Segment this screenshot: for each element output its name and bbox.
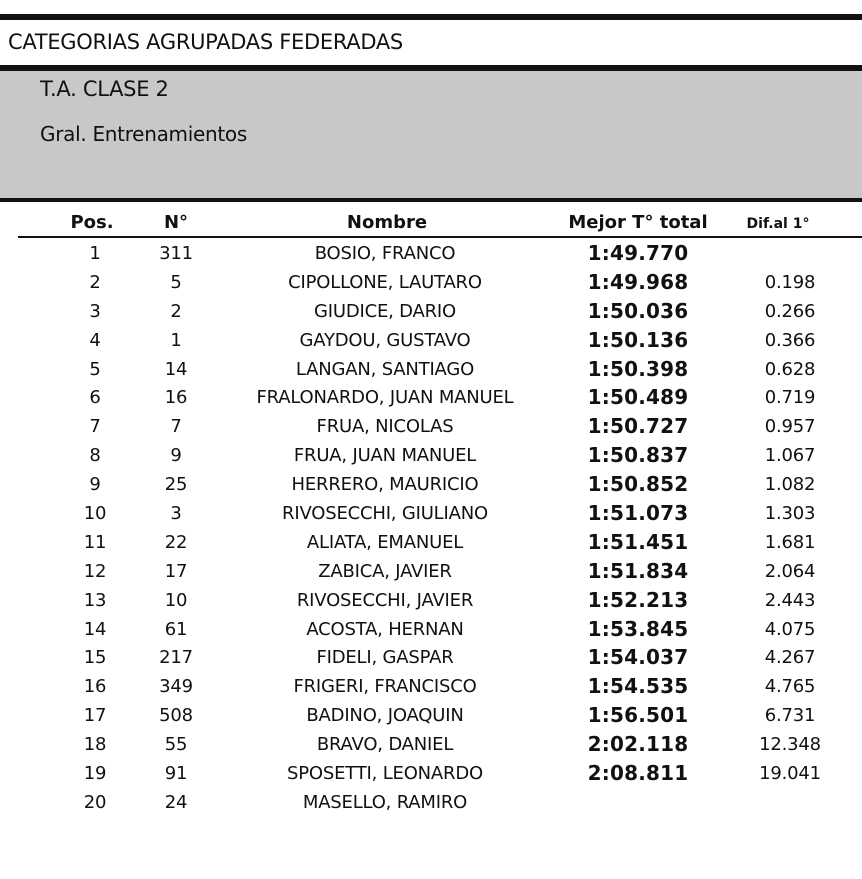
table-row — [0, 385, 862, 414]
header-difference: Dif.al 1° — [746, 216, 810, 232]
table-row — [0, 588, 862, 617]
cell-difference: 2.443 — [764, 589, 816, 611]
cell-number: 25 — [164, 474, 188, 496]
cell-position: 7 — [89, 416, 101, 438]
cell-driver-name: RIVOSECCHI, GIULIANO — [282, 503, 488, 525]
cell-difference: 0.719 — [764, 387, 816, 409]
cell-number: 349 — [159, 676, 193, 698]
header-number: N° — [163, 212, 189, 233]
cell-position: 11 — [83, 531, 107, 553]
cell-best-time: 2:02.118 — [587, 732, 689, 757]
cell-difference: 0.198 — [764, 271, 816, 293]
cell-best-time: 1:51.451 — [587, 529, 689, 554]
top-rule — [0, 14, 862, 20]
cell-number: 17 — [164, 560, 188, 582]
cell-best-time: 2:08.811 — [587, 761, 689, 786]
table-row — [0, 559, 862, 588]
cell-number: 7 — [170, 416, 182, 438]
cell-driver-name: SPOSETTI, LEONARDO — [287, 763, 483, 785]
table-row — [0, 270, 862, 299]
cell-number: 5 — [170, 271, 182, 293]
cell-number: 508 — [159, 705, 193, 727]
cell-position: 16 — [83, 676, 107, 698]
cell-driver-name: FRUA, NICOLAS — [316, 416, 454, 438]
cell-position: 12 — [83, 560, 107, 582]
cell-position: 3 — [89, 300, 101, 322]
table-row — [0, 501, 862, 530]
cell-number: 2 — [170, 300, 182, 322]
results-table-body — [0, 241, 862, 819]
cell-best-time: 1:54.037 — [587, 645, 689, 670]
cell-number: 22 — [164, 531, 188, 553]
cell-position: 14 — [83, 618, 107, 640]
table-row — [0, 414, 862, 443]
cell-position: 8 — [89, 445, 101, 467]
cell-driver-name: MASELLO, RAMIRO — [302, 791, 468, 813]
cell-difference: 4.267 — [764, 647, 816, 669]
table-row — [0, 241, 862, 270]
cell-difference: 0.628 — [764, 358, 816, 380]
cell-driver-name: BOSIO, FRANCO — [314, 243, 456, 264]
cell-difference: 4.765 — [764, 676, 816, 698]
cell-position: 19 — [83, 763, 107, 785]
cell-best-time: 1:51.834 — [587, 558, 689, 583]
cell-difference: 0.266 — [764, 300, 816, 322]
cell-best-time: 1:50.852 — [587, 472, 689, 497]
cell-best-time: 1:50.398 — [587, 356, 689, 381]
panel-divider — [0, 198, 862, 202]
cell-position: 13 — [83, 589, 107, 611]
table-row — [0, 645, 862, 674]
cell-best-time: 1:50.136 — [587, 327, 689, 352]
cell-number: 3 — [170, 503, 182, 525]
cell-driver-name: FIDELI, GASPAR — [316, 647, 454, 669]
cell-difference: 0.957 — [764, 416, 816, 438]
cell-number: 14 — [164, 358, 188, 380]
cell-best-time: 1:49.968 — [587, 269, 689, 294]
table-row — [0, 530, 862, 559]
cell-number: 55 — [164, 734, 188, 756]
cell-difference: 1.082 — [764, 474, 816, 496]
table-row — [0, 617, 862, 646]
cell-driver-name: LANGAN, SANTIAGO — [295, 358, 475, 380]
table-row — [0, 328, 862, 357]
table-row — [0, 674, 862, 703]
cell-best-time: 1:56.501 — [587, 703, 689, 728]
category-title: CATEGORIAS AGRUPADAS FEDERADAS — [8, 30, 403, 54]
cell-difference: 6.731 — [764, 705, 816, 727]
cell-difference: 1.681 — [764, 531, 816, 553]
cell-position: 17 — [83, 705, 107, 727]
results-table-header — [0, 212, 862, 236]
cell-driver-name: RIVOSECCHI, JAVIER — [296, 589, 474, 611]
table-row — [0, 790, 862, 819]
cell-number: 10 — [164, 589, 188, 611]
cell-best-time: 1:50.036 — [587, 298, 689, 323]
cell-best-time: 1:50.727 — [587, 414, 689, 439]
cell-position: 20 — [83, 791, 107, 813]
table-row — [0, 703, 862, 732]
header-divider — [18, 236, 862, 238]
cell-number: 16 — [164, 387, 188, 409]
table-row — [0, 299, 862, 328]
cell-best-time: 1:50.837 — [587, 443, 689, 468]
cell-position: 1 — [89, 243, 101, 264]
cell-driver-name: FRUA, JUAN MANUEL — [293, 445, 477, 467]
cell-difference: 1.303 — [764, 503, 816, 525]
cell-number: 91 — [164, 763, 188, 785]
cell-difference: 2.064 — [764, 560, 816, 582]
table-row — [0, 443, 862, 472]
cell-position: 2 — [89, 271, 101, 293]
cell-number: 61 — [164, 618, 188, 640]
cell-best-time: 1:53.845 — [587, 616, 689, 641]
header-position: Pos. — [70, 212, 114, 233]
cell-number: 311 — [159, 243, 193, 264]
cell-position: 15 — [83, 647, 107, 669]
cell-difference: 12.348 — [759, 734, 821, 756]
cell-driver-name: ZABICA, JAVIER — [318, 560, 452, 582]
cell-best-time: 1:51.073 — [587, 501, 689, 526]
cell-driver-name: GIUDICE, DARIO — [313, 300, 457, 322]
cell-position: 4 — [89, 329, 101, 351]
cell-difference: 0.366 — [764, 329, 816, 351]
cell-best-time: 1:52.213 — [587, 587, 689, 612]
cell-best-time: 1:50.489 — [587, 385, 689, 410]
cell-difference: 1.067 — [764, 445, 816, 467]
session-title: Gral. Entrenamientos — [40, 122, 247, 146]
cell-driver-name: GAYDOU, GUSTAVO — [299, 329, 471, 351]
cell-position: 5 — [89, 358, 101, 380]
cell-driver-name: BADINO, JOAQUIN — [306, 705, 464, 727]
cell-driver-name: FRIGERI, FRANCISCO — [293, 676, 477, 698]
table-row — [0, 761, 862, 790]
cell-number: 9 — [170, 445, 182, 467]
cell-driver-name: FRALONARDO, JUAN MANUEL — [256, 387, 514, 409]
cell-position: 10 — [83, 503, 107, 525]
cell-number: 217 — [159, 647, 193, 669]
cell-position: 9 — [89, 474, 101, 496]
cell-driver-name: ALIATA, EMANUEL — [306, 531, 464, 553]
cell-difference: 4.075 — [764, 618, 816, 640]
cell-position: 18 — [83, 734, 107, 756]
cell-driver-name: BRAVO, DANIEL — [316, 734, 454, 756]
cell-number: 1 — [170, 329, 182, 351]
table-row — [0, 357, 862, 386]
cell-position: 6 — [89, 387, 101, 409]
header-name: Nombre — [346, 212, 428, 233]
cell-difference: 19.041 — [759, 763, 821, 785]
cell-driver-name: HERRERO, MAURICIO — [291, 474, 479, 496]
cell-driver-name: ACOSTA, HERNAN — [306, 618, 464, 640]
cell-best-time: 1:54.535 — [587, 674, 689, 699]
header-best-time: Mejor T° total — [568, 212, 708, 233]
cell-number: 24 — [164, 791, 188, 813]
cell-best-time: 1:49.770 — [587, 241, 689, 265]
table-row — [0, 472, 862, 501]
class-title: T.A. CLASE 2 — [40, 77, 169, 101]
table-row — [0, 732, 862, 761]
cell-driver-name: CIPOLLONE, LAUTARO — [288, 271, 482, 293]
